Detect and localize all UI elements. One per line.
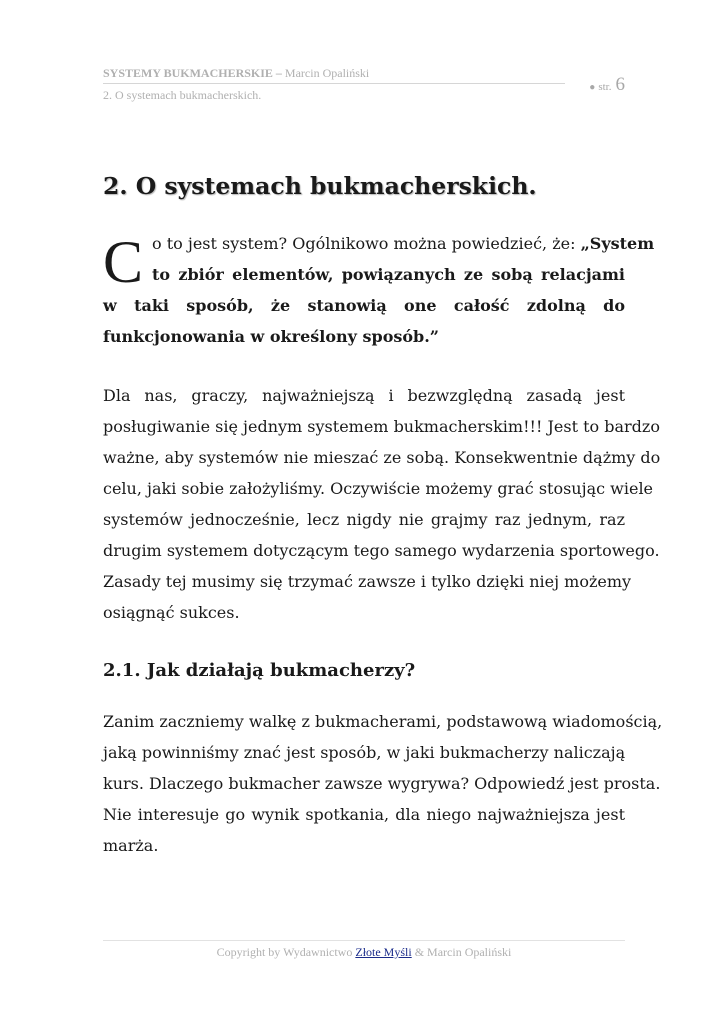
paragraph-line: Zasady tej musimy się trzymać zawsze i tylko dzięki niej możemy	[103, 572, 632, 591]
paragraph-line: Dla nas, graczy, najważniejszą i bezwzględną zasadą jest	[103, 386, 625, 405]
chapter-heading: 2. O systemach bukmacherskich.	[103, 172, 537, 200]
bullet-icon: ●	[589, 82, 596, 93]
paragraph-line: Nie interesuje go wynik spotkania, dla niego najważniejsza jest	[103, 805, 625, 824]
intro-quote-start: „System	[580, 234, 655, 253]
paragraph-line: systemów jednocześnie, lecz nigdy nie grajmy raz jednym, raz	[103, 510, 625, 529]
intro-text: o to jest system? Ogólnikowo można powiedzieć, że:	[152, 234, 581, 253]
page-label: str.	[598, 81, 612, 93]
header-author: Marcin Opaliński	[284, 66, 370, 80]
header-divider	[103, 83, 565, 84]
footer-prefix: Copyright by Wydawnictwo	[216, 945, 356, 959]
paragraph-line: celu, jaki sobie założyliśmy. Oczywiście możemy grać stosując wiele	[103, 479, 654, 498]
intro-line: funkcjonowania w określony sposób.”	[103, 327, 440, 346]
running-header	[103, 66, 625, 110]
intro-line: to zbiór elementów, powiązanych ze sobą relacjami	[152, 265, 625, 284]
paragraph-line: jaką powinniśmy znać jest sposób, w jaki bukmacherzy naliczają	[103, 743, 626, 762]
publisher-link[interactable]: Złote Myśli	[355, 945, 412, 959]
paragraph-line: marża.	[103, 836, 159, 855]
page-number: 6	[615, 74, 625, 95]
header-book-line	[103, 66, 369, 81]
paragraph-line: Zanim zaczniemy walkę z bukmacherami, podstawową wiadomością,	[103, 712, 663, 731]
section-heading: 2.1. Jak działają bukmacherzy?	[103, 660, 416, 681]
drop-cap: C	[103, 229, 144, 295]
body-paragraph-1	[103, 380, 661, 628]
paragraph-line: osiągnąć sukces.	[103, 603, 240, 622]
footer-suffix: & Marcin Opaliński	[411, 945, 512, 959]
intro-line	[103, 228, 655, 259]
intro-line: w taki sposób, że stanowią one całość zdolną do	[103, 296, 625, 315]
page-number-block	[589, 74, 625, 96]
body-paragraph-2	[103, 706, 663, 861]
paragraph-line: kurs. Dlaczego bukmacher zawsze wygrywa? Odpowiedź jest prosta.	[103, 774, 661, 793]
header-book-title: SYSTEMY BUKMACHERSKIE	[103, 66, 273, 80]
paragraph-line: ważne, aby systemów nie mieszać ze sobą. Konsekwentnie dążmy do	[103, 448, 661, 467]
intro-paragraph	[103, 228, 655, 352]
page-footer	[103, 945, 625, 960]
footer-divider	[103, 940, 625, 941]
paragraph-line: posługiwanie się jednym systemem bukmacherskim!!! Jest to bardzo	[103, 417, 660, 436]
header-chapter: 2. O systemach bukmacherskich.	[103, 88, 262, 102]
paragraph-line: drugim systemem dotyczącym tego samego wydarzenia sportowego.	[103, 541, 660, 560]
header-separator: –	[272, 66, 285, 80]
